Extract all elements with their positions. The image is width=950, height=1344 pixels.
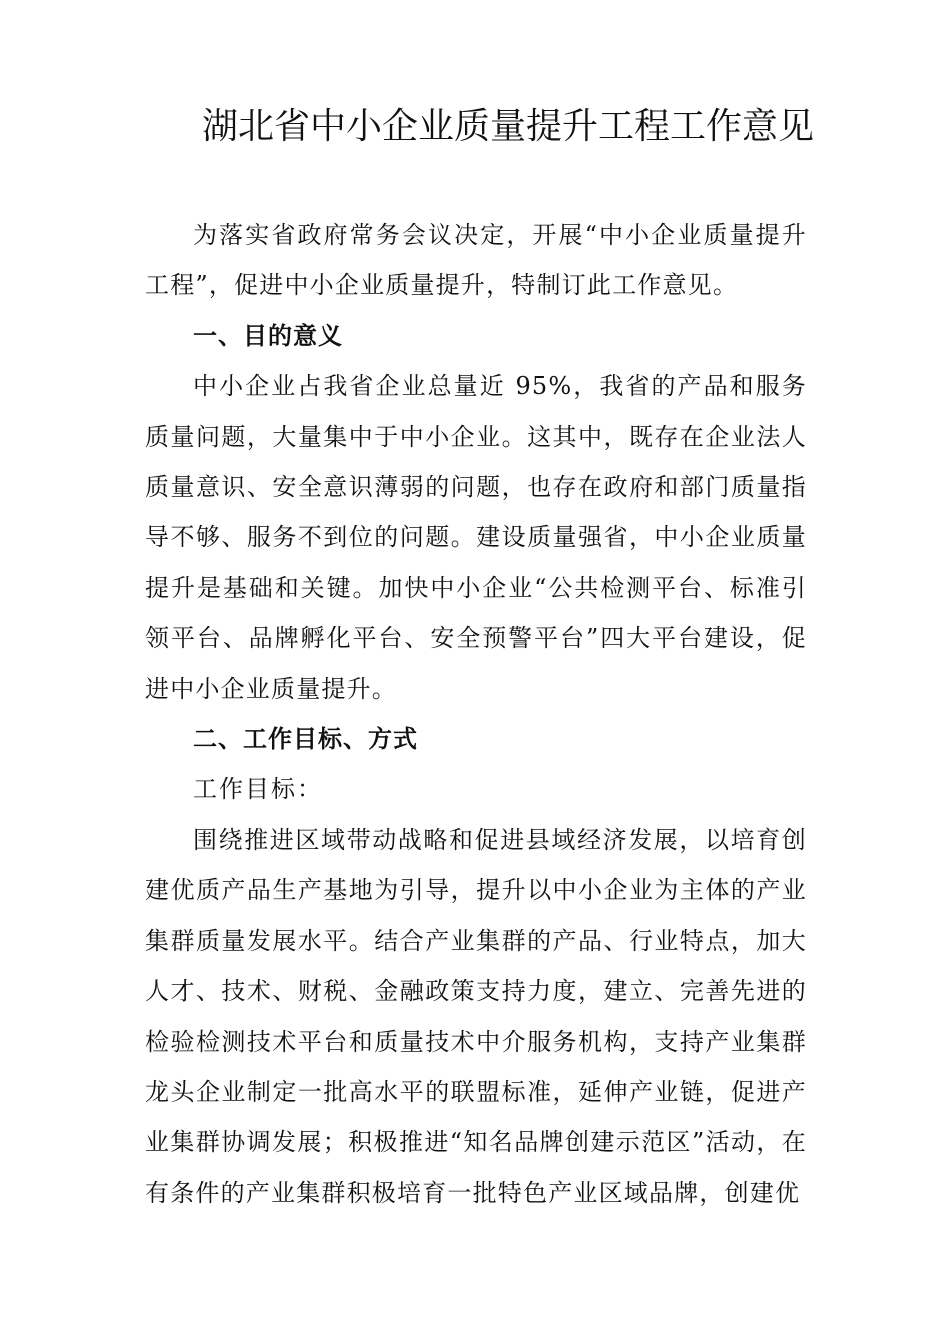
document-body (145, 210, 807, 1218)
purpose-paragraph: 中小企业占我省企业总量近 95%，我省的产品和服务质量问题，大量集中于中小企业。这其中，既存在企业法人质量意识、安全意识薄弱的问题，也存在政府和部门质量指导不够、服务不到位的问题。建设质量强省，中小企业质量提升是基础和关键。加快中小企业“公共检测平台、标准引领平台、品牌孵化平台、安全预警平台”四大平台建设，促进中小企业质量提升。 (145, 372, 807, 703)
goals-label: 工作目标： (193, 775, 323, 804)
document-title: 湖北省中小企业质量提升工程工作意见 (202, 106, 815, 147)
section-heading-purpose: 一、目的意义 (193, 321, 343, 350)
intro-paragraph: 为落实省政府常务会议决定，开展“中小企业质量提升工程”，促进中小企业质量提升，特制订此工作意见。 (145, 221, 807, 300)
goals-paragraph: 围绕推进区域带动战略和促进县域经济发展，以培育创建优质产品生产基地为引导，提升以中小企业为主体的产业集群质量发展水平。结合产业集群的产品、行业特点，加大人才、技术、财税、金融政策支持力度，建立、完善先进的检验检测技术平台和质量技术中介服务机构，支持产业集群龙头企业制定一批高水平的联盟标准，延伸产业链，促进产业集群协调发展；积极推进“知名品牌创建示范区”活动，在有条件的产业集群积极培育一批特色产业区域品牌，创建优 (145, 825, 807, 1207)
section-heading-goals: 二、工作目标、方式 (193, 725, 418, 754)
